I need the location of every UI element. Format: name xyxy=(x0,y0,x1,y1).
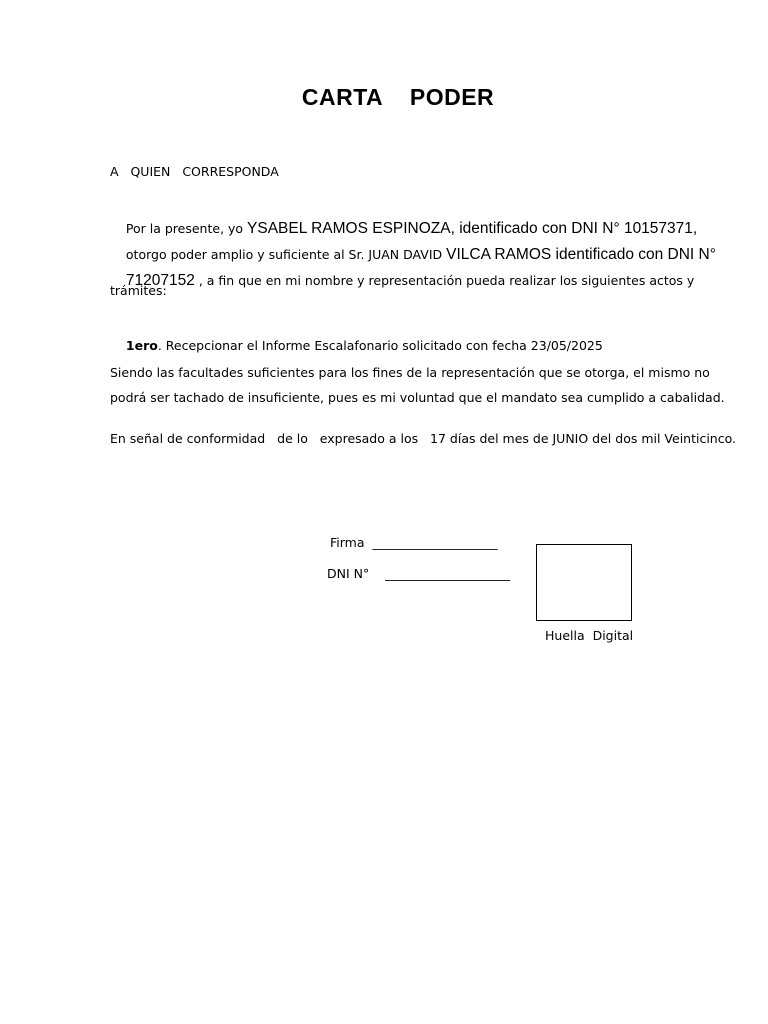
conformity-line: En señal de conformidad de lo expresado a los 17 días del mes de JUNIO del dos mil Veinticinco. xyxy=(110,431,737,446)
intro-line-4: trámites: xyxy=(110,283,167,298)
signature-line: Firma ____________________ xyxy=(330,535,498,550)
intro-line-3 xyxy=(110,257,694,305)
intro-line-3-b: , a fin que en mi nombre y representación pueda realizar los siguientes actos y xyxy=(194,273,695,288)
item-1-text: . Recepcionar el Informe Escalafonario solicitado con fecha 23/05/2025 xyxy=(157,338,603,353)
intro-line-1-a: Por la presente, yo xyxy=(125,221,248,236)
document-title: CARTA PODER xyxy=(301,84,495,110)
paragraph-2-line-2: podrá ser tachado de insuficiente, pues es mi voluntad que el mandato sea cumplido a cabalidad. xyxy=(110,390,725,405)
paragraph-2-line-1: Siendo las facultades suficientes para los fines de la representación que se otorga, el mismo no xyxy=(110,365,710,380)
item-1-number: 1ero xyxy=(125,338,158,353)
intro-line-3-a: 71207152 xyxy=(125,272,195,289)
item-1 xyxy=(110,323,603,368)
dni-line: DNI N° ____________________ xyxy=(327,566,511,581)
intro-line-1-b: YSABEL RAMOS ESPINOZA, identificado con DNI N° 10157371, xyxy=(247,220,698,237)
salutation: A QUIEN CORRESPONDA xyxy=(110,164,279,179)
fingerprint-box xyxy=(536,544,632,621)
intro-line-2-a: otorgo poder amplio y suficiente al Sr. JUAN DAVID xyxy=(125,247,447,262)
fingerprint-label: Huella Digital xyxy=(545,628,634,643)
intro-line-2-b: VILCA RAMOS identificado con DNI N° xyxy=(446,246,716,263)
